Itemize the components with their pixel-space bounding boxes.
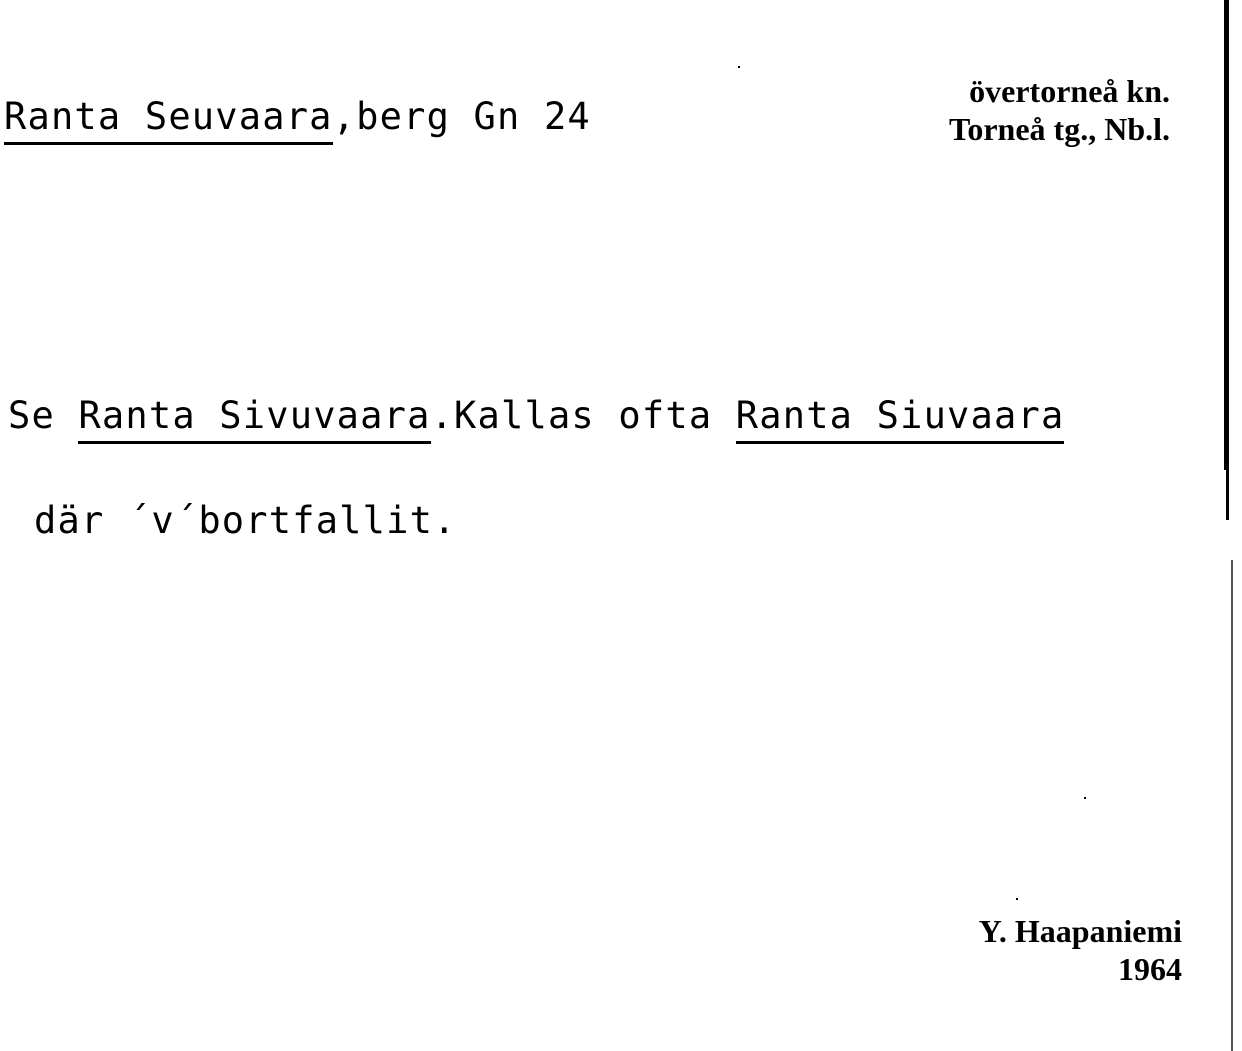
- body-line-1: [8, 394, 1065, 437]
- parish-line: övertorneå kn.: [969, 73, 1170, 109]
- body-line-2: där ´v´bortfallit.: [34, 499, 457, 542]
- card-edge-line: [1226, 470, 1229, 520]
- scan-speck: [1084, 797, 1086, 799]
- place-name: Ranta Seuvaara: [4, 95, 333, 145]
- note-text: .Kallas ofta: [430, 394, 736, 437]
- alternate-name: Ranta Siuvaara: [736, 394, 1065, 444]
- location-block: [949, 72, 1170, 149]
- place-type: ,berg Gn 24: [332, 95, 591, 138]
- card-edge-line: [1224, 0, 1229, 470]
- see-text: Se: [8, 394, 79, 437]
- scan-speck: [738, 66, 740, 68]
- reference-name: Ranta Sivuvaara: [78, 394, 430, 444]
- scan-speck: [1016, 898, 1018, 900]
- author-name: Y. Haapaniemi: [978, 913, 1182, 949]
- year: 1964: [1118, 951, 1182, 988]
- signature-block: [979, 912, 1182, 989]
- district-line: Torneå tg., Nb.l.: [948, 111, 1170, 148]
- card-edge-line: [1231, 560, 1233, 1051]
- heading-line: [4, 95, 591, 138]
